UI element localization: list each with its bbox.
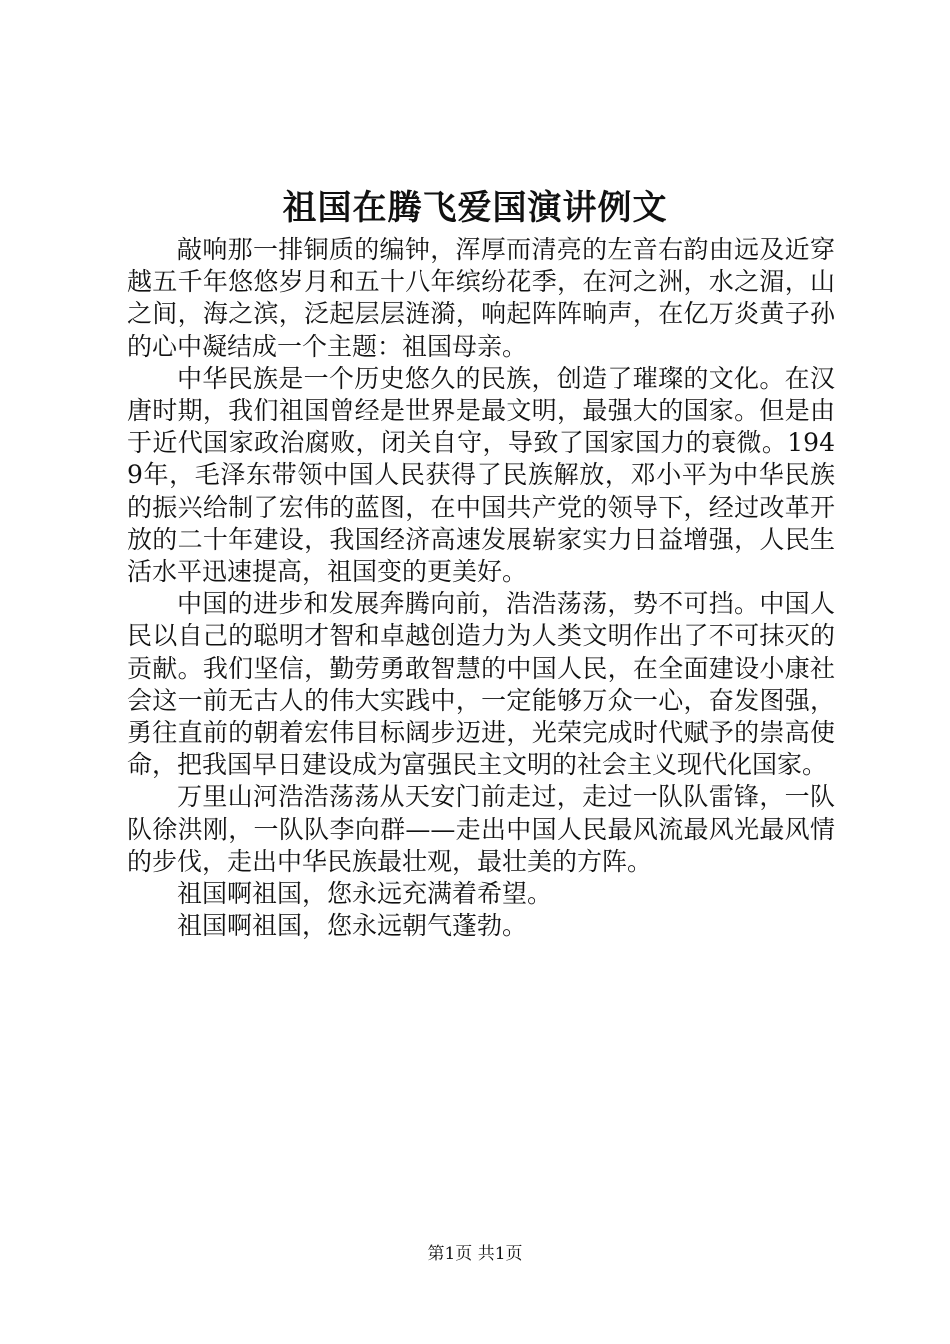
paragraph-4: 万里山河浩浩荡荡从天安门前走过，走过一队队雷锋，一队队徐洪刚，一队队李向群——走出中国人民最风流最风光最风情的步伐，走出中华民族最壮观，最壮美的方阵。 [127,782,835,876]
paragraph-3: 中国的进步和发展奔腾向前，浩浩荡荡，势不可挡。中国人民以自己的聪明才智和卓越创造力为人类文明作出了不可抹灭的贡献。我们坚信，勤劳勇敢智慧的中国人民，在全面建设小康社会这一前无古人的伟大实践中，一定能够万众一心，奋发图强，勇往直前的朝着宏伟目标阔步迈进，光荣完成时代赋予的崇高使命，把我国早日建设成为富强民主文明的社会主义现代化国家。 [127,589,835,780]
document-body [127,234,835,942]
paragraph-6: 祖国啊祖国，您永远朝气蓬勃。 [177,911,528,941]
paragraph-1: 敲响那一排铜质的编钟，浑厚而清亮的左音右韵由远及近穿越五千年悠悠岁月和五十八年缤纷花季，在河之洲，水之湄，山之间，海之滨，泛起层层涟漪，响起阵阵晌声，在亿万炎黄子孙的心中凝结成一个主题：祖国母亲。 [127,235,835,361]
paragraph-2: 中华民族是一个历史悠久的民族，创造了璀璨的文化。在汉唐时期，我们祖国曾经是世界是最文明，最强大的国家。但是由于近代国家政治腐败，闭关自守，导致了国家国力的衰微。1949年，毛泽东带领中国人民获得了民族解放，邓小平为中华民族的振兴给制了宏伟的蓝图，在中国共产党的领导下，经过改革开放的二十年建设，我国经济高速发展崭家实力日益增强，人民生活水平迅速提高，祖国变的更美好。 [127,363,835,587]
document-title: 祖国在腾飞爱国演讲例文 [282,188,668,228]
page-footer: 第1页 共1页 [427,1244,523,1264]
paragraph-5: 祖国啊祖国，您永远充满着希望。 [177,879,553,909]
